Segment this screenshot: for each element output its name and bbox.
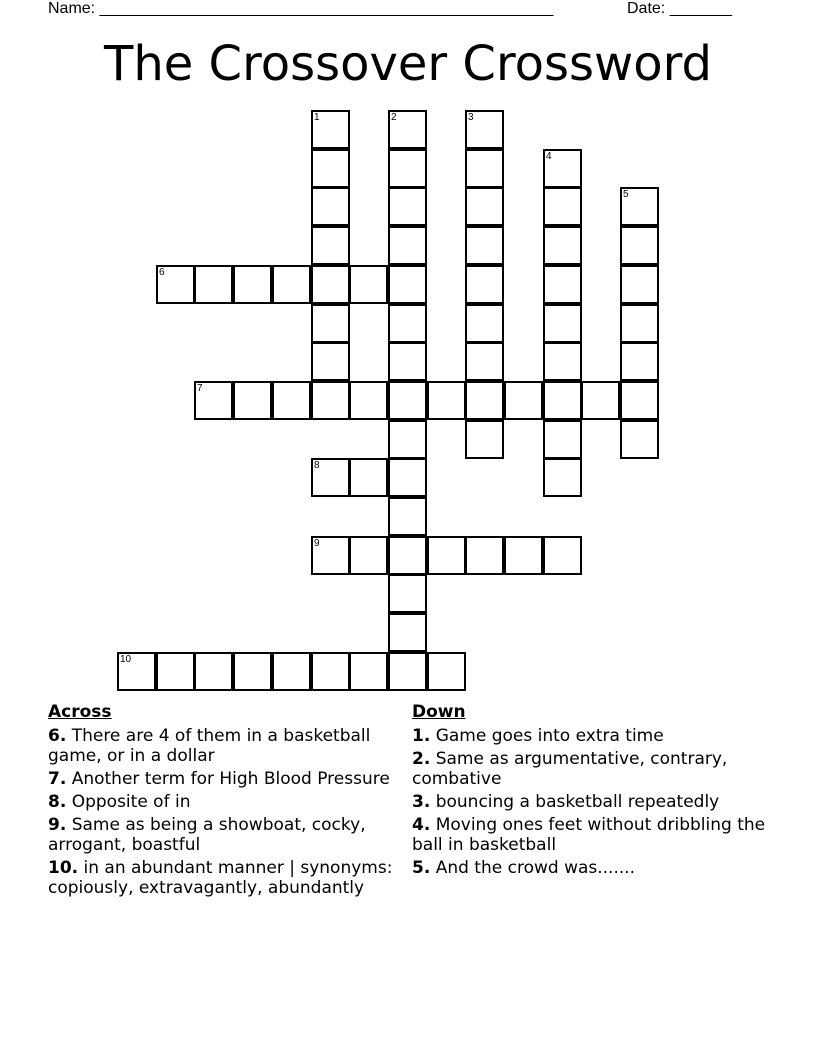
- grid-cell[interactable]: [465, 265, 504, 304]
- clue-number: 7.: [48, 769, 67, 789]
- across-clue-6: [48, 726, 393, 766]
- grid-cell[interactable]: [272, 265, 311, 304]
- grid-cell[interactable]: [620, 304, 659, 343]
- grid-cell[interactable]: [388, 226, 427, 265]
- across-clue-8: [48, 792, 393, 812]
- grid-cell[interactable]: [427, 652, 466, 691]
- grid-cell[interactable]: [311, 187, 350, 226]
- grid-cell[interactable]: [465, 304, 504, 343]
- grid-cell[interactable]: [543, 226, 582, 265]
- grid-cell[interactable]: [156, 652, 195, 691]
- clue-number: 8.: [48, 792, 67, 812]
- clue-number: 9.: [48, 815, 67, 835]
- grid-cell[interactable]: [388, 304, 427, 343]
- cell-number: 4: [546, 151, 552, 162]
- grid-cell[interactable]: [388, 458, 427, 497]
- grid-cell[interactable]: [311, 458, 350, 497]
- clue-text: in an abundant manner | synonyms: copiously, extravagantly, abundantly: [48, 858, 393, 898]
- grid-cell[interactable]: [349, 265, 388, 304]
- grid-cell[interactable]: [194, 265, 233, 304]
- grid-cell[interactable]: [465, 226, 504, 265]
- grid-cell[interactable]: [117, 652, 156, 691]
- clue-text: And the crowd was.......: [435, 858, 636, 878]
- grid-cell[interactable]: [543, 420, 582, 459]
- grid-cell[interactable]: [311, 304, 350, 343]
- down-clues: [412, 702, 772, 881]
- cell-number: 6: [159, 267, 165, 278]
- down-clue-4: [412, 815, 772, 855]
- date-field-label: Date: _______: [627, 0, 732, 17]
- down-clue-1: [412, 726, 772, 746]
- grid-cell[interactable]: [388, 574, 427, 613]
- grid-cell[interactable]: [311, 536, 350, 575]
- grid-cell[interactable]: [388, 187, 427, 226]
- grid-cell[interactable]: [543, 187, 582, 226]
- cell-number: 8: [314, 460, 320, 471]
- clue-number: 3.: [412, 792, 431, 812]
- cell-number: 2: [391, 112, 397, 123]
- grid-cell[interactable]: [465, 110, 504, 149]
- across-clue-9: [48, 815, 393, 855]
- grid-cell[interactable]: [311, 652, 350, 691]
- grid-cell[interactable]: [349, 536, 388, 575]
- grid-cell[interactable]: [233, 265, 272, 304]
- grid-cell[interactable]: [311, 265, 350, 304]
- grid-cell[interactable]: [311, 381, 350, 420]
- clue-number: 1.: [412, 726, 431, 746]
- grid-cell[interactable]: [465, 342, 504, 381]
- grid-cell[interactable]: [388, 342, 427, 381]
- grid-cell[interactable]: [388, 110, 427, 149]
- clue-number: 6.: [48, 726, 67, 746]
- clue-number: 10.: [48, 858, 79, 878]
- grid-cell[interactable]: [156, 265, 195, 304]
- grid-cell[interactable]: [388, 652, 427, 691]
- grid-cell[interactable]: [349, 652, 388, 691]
- grid-cell[interactable]: [620, 342, 659, 381]
- down-heading: Down: [412, 702, 466, 722]
- clue-text: Another term for High Blood Pressure: [71, 769, 390, 789]
- across-clue-10: [48, 858, 393, 898]
- cell-number: 5: [623, 189, 629, 200]
- clue-text: Same as being a showboat, cocky, arrogant, boastful: [48, 815, 366, 855]
- down-clue-3: [412, 792, 772, 812]
- grid-cell[interactable]: [388, 536, 427, 575]
- grid-cell[interactable]: [388, 497, 427, 536]
- grid-cell[interactable]: [311, 342, 350, 381]
- across-clues: [48, 702, 393, 901]
- grid-cell[interactable]: [311, 149, 350, 188]
- grid-cell[interactable]: [465, 536, 504, 575]
- clue-number: 4.: [412, 815, 431, 835]
- grid-cell[interactable]: [388, 381, 427, 420]
- grid-cell[interactable]: [427, 381, 466, 420]
- grid-cell[interactable]: [465, 381, 504, 420]
- down-clue-2: [412, 749, 772, 789]
- grid-cell[interactable]: [233, 652, 272, 691]
- grid-cell[interactable]: [543, 304, 582, 343]
- cell-number: 1: [314, 112, 320, 123]
- grid-cell[interactable]: [543, 458, 582, 497]
- grid-cell[interactable]: [272, 652, 311, 691]
- grid-cell[interactable]: [620, 265, 659, 304]
- grid-cell[interactable]: [620, 381, 659, 420]
- cell-number: 3: [468, 112, 474, 123]
- grid-cell[interactable]: [465, 420, 504, 459]
- clue-number: 5.: [412, 858, 431, 878]
- grid-cell[interactable]: [465, 187, 504, 226]
- grid-cell[interactable]: [543, 342, 582, 381]
- cell-number: 9: [314, 538, 320, 549]
- puzzle-title: The Crossover Crossword: [104, 36, 712, 92]
- grid-cell[interactable]: [504, 381, 543, 420]
- grid-cell[interactable]: [620, 420, 659, 459]
- grid-cell[interactable]: [388, 265, 427, 304]
- grid-cell[interactable]: [233, 381, 272, 420]
- across-clue-7: [48, 769, 393, 789]
- clue-text: Moving ones feet without dribbling the ball in basketball: [412, 815, 766, 855]
- clue-text: There are 4 of them in a basketball game, or in a dollar: [48, 726, 371, 766]
- cell-number: 7: [197, 383, 203, 394]
- grid-cell[interactable]: [427, 536, 466, 575]
- grid-cell[interactable]: [311, 226, 350, 265]
- grid-cell[interactable]: [620, 226, 659, 265]
- grid-cell[interactable]: [311, 110, 350, 149]
- grid-cell[interactable]: [543, 149, 582, 188]
- grid-cell[interactable]: [272, 381, 311, 420]
- grid-cell[interactable]: [543, 381, 582, 420]
- grid-cell[interactable]: [543, 536, 582, 575]
- grid-cell[interactable]: [194, 381, 233, 420]
- clue-text: Opposite of in: [71, 792, 191, 812]
- grid-cell[interactable]: [504, 536, 543, 575]
- grid-cell[interactable]: [388, 613, 427, 652]
- down-clue-5: [412, 858, 772, 878]
- grid-cell[interactable]: [349, 458, 388, 497]
- clue-text: bouncing a basketball repeatedly: [435, 792, 720, 812]
- grid-cell[interactable]: [388, 420, 427, 459]
- grid-cell[interactable]: [620, 187, 659, 226]
- grid-cell[interactable]: [194, 652, 233, 691]
- clue-number: 2.: [412, 749, 431, 769]
- clue-text: Same as argumentative, contrary, combative: [412, 749, 728, 789]
- grid-cell[interactable]: [543, 265, 582, 304]
- grid-cell[interactable]: [465, 149, 504, 188]
- grid-cell[interactable]: [581, 381, 620, 420]
- cell-number: 10: [120, 654, 132, 665]
- grid-cell[interactable]: [349, 381, 388, 420]
- grid-cell[interactable]: [388, 149, 427, 188]
- across-heading: Across: [48, 702, 112, 722]
- name-field-label: Name: ___________________________________________________: [48, 0, 554, 17]
- clue-text: Game goes into extra time: [435, 726, 664, 746]
